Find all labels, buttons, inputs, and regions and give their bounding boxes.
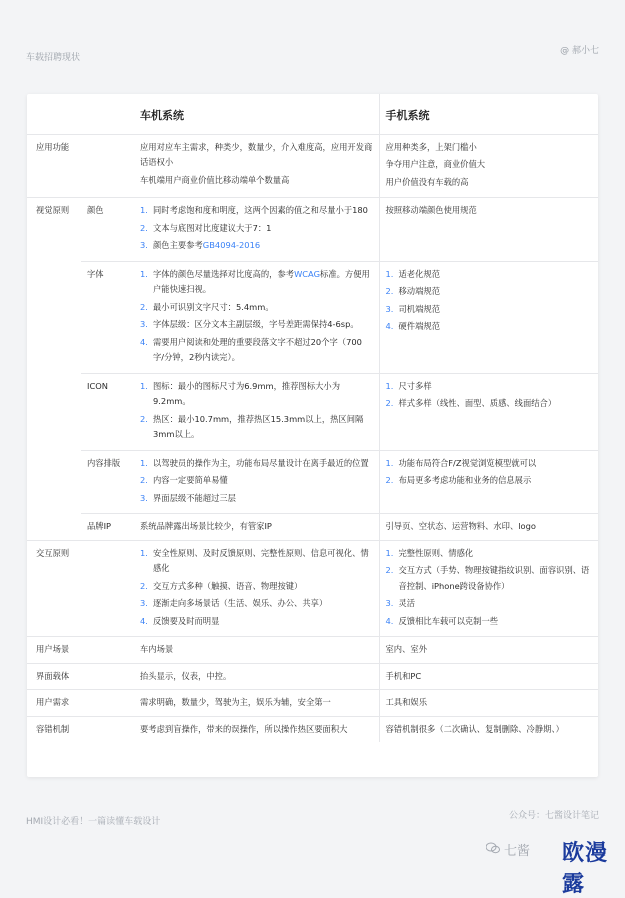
numbered-list [140,267,373,366]
numbered-list [140,203,373,254]
list-item: 1. 尺寸多样 [385,380,432,391]
standard-link[interactable]: WCAG [294,268,321,279]
cell-car: 系统品牌露出场景比较少，有管家IP [134,514,379,541]
row-label: 应用功能 [27,134,134,198]
sub-row-label: 内容排版 [81,450,134,514]
list-item: 1. 字体的颜色尽量选择对比度高的，参考WCAG标准。方便用户能快速扫视。 [140,268,370,294]
cell-car [134,261,379,373]
comparison-card [27,94,598,777]
table-row-visual-font [27,261,598,373]
table-row-visual-icon [27,373,598,450]
row-label: 界面载体 [27,663,134,690]
cell-car: 抬头显示，仪表，中控。 [134,663,379,690]
table-row-interaction [27,540,598,637]
numbered-list [386,379,593,412]
cell-phone [379,540,598,637]
cell-phone: 引导页、空状态、运营物料、水印、logo [379,514,598,541]
list-item: 2. 最小可识别文字尺寸：5.4mm。 [140,301,274,312]
cell-phone: 手机和PC [379,663,598,690]
sub-row-label: ICON [81,373,134,450]
list-item: 2. 样式多样（线性、面型、质感、线面结合） [385,398,557,408]
corner-stamp: 欧漫露 [562,841,609,897]
cell-phone [379,134,598,198]
cell-text: 应用种类多，上架门槛小 [385,141,477,152]
table-row-error [27,716,598,742]
list-item: 4. 硬件端规范 [385,321,440,331]
cell-phone [379,373,598,450]
cell-phone: 按照移动端颜色使用规范 [379,198,598,262]
list-item: 4. 需要用户阅读和处理的重要段落文字不超过20个字（700字/分钟，2秒内读完）。 [140,336,362,362]
numbered-list [386,267,593,335]
cell-car [134,373,379,450]
list-item: 2. 热区：最小10.7mm，推荐热区15.3mm以上，热区间隔3mm以上。 [140,413,364,439]
list-item: 2. 布局更多考虑功能和业务的信息展示 [385,475,532,485]
table-row-app [27,134,598,198]
cell-text: 争夺用户注意，商业价值大 [385,159,486,169]
column-header-phone: 手机系统 [379,94,598,134]
row-label: 交互原则 [27,540,134,637]
list-item: 1. 图标：最小的图标尺寸为6.9mm，推荐图标大小为9.2mm。 [140,380,341,406]
cell-text: 应用对应车主需求，种类少，数量少，介入难度高，应用开发商话语权小 [140,141,373,167]
list-item: 2. 内容一定要简单易懂 [140,475,228,485]
comparison-table [27,94,598,742]
table-header-row [27,94,598,134]
table-row-visual-brand [27,514,598,541]
cell-phone [379,450,598,514]
list-item: 4. 反馈要及时而明显 [140,615,220,626]
column-header-car: 车机系统 [134,94,379,134]
wechat-icon [486,842,500,858]
footer-account: 公众号：七酱设计笔记 [508,811,599,821]
table-row-visual-layout [27,450,598,514]
list-item: 2. 文本与底图对比度建议大于7：1 [140,222,272,233]
watermark [486,840,530,859]
numbered-list [140,456,373,507]
cell-phone [379,261,598,373]
sub-row-label: 品牌IP [81,514,134,541]
list-item: 2. 移动端规范 [385,286,440,296]
standard-link[interactable]: GB4094-2016 [202,240,261,250]
numbered-list [386,546,593,630]
cell-car [134,450,379,514]
list-item: 3. 字体层级：区分文本主副层级，字号差距需保持4-6sp。 [140,319,359,329]
table-row-visual-color [27,198,598,262]
cell-phone: 工具和娱乐 [379,690,598,717]
author-tag: @ 郝小七 [560,46,599,56]
sub-row-label: 颜色 [81,198,134,262]
numbered-list [140,379,373,443]
list-item: 3. 颜色主要参考GB4094-2016 [140,240,261,250]
list-item: 2. 交互方式（手势、物理按键指纹识别、面容识别、语音控制、iPhone跨设备协作） [385,565,590,591]
watermark-text: 七酱 [504,844,531,859]
list-item: 1. 同时考虑饱和度和明度，这两个因素的值之和尽量小于180 [140,205,368,215]
list-item: 4. 反馈相比车载可以克制一些 [385,615,499,626]
list-item: 3. 逐渐走向多场景话（生活、娱乐、办公、共享） [140,598,328,608]
table-row-carrier [27,663,598,690]
row-label: 视觉原则 [27,198,81,541]
cell-car: 车内场景 [134,637,379,664]
table-row-needs [27,690,598,717]
cell-car [134,134,379,198]
cell-car [134,198,379,262]
list-item: 3. 司机端规范 [385,303,440,314]
list-item: 1. 适老化规范 [385,268,440,279]
numbered-list [386,456,593,489]
row-label: 用户场景 [27,637,134,664]
cell-text: 车机端用户商业价值比移动端单个数量高 [140,174,290,185]
row-label: 容错机制 [36,723,70,734]
cell-text: 用户价值没有车载的高 [385,176,469,187]
cell-phone: 容错机制很多（二次确认、复制删除、冷静期、） [379,716,598,742]
cell-car: 要考虑到盲操作，带来的误操作，所以操作热区要面积大 [140,723,348,734]
list-item: 1. 完整性原则、情感化 [385,547,474,558]
list-item: 1. 功能布局符合F/Z视觉浏览模型就可以 [385,457,537,468]
list-item: 1. 以驾驶员的操作为主，功能布局尽量设计在离手最近的位置 [140,457,369,468]
cell-car [134,540,379,637]
list-item: 2. 交互方式多种（触摸、语音、物理按键） [140,580,303,591]
row-label: 用户需求 [27,690,134,717]
page-category-label: 车载招聘现状 [26,53,81,63]
list-item: 3. 界面层级不能超过三层 [140,492,236,503]
footer-title: HMI设计必看！一篇读懂车载设计 [26,817,161,827]
cell-car: 需求明确，数量少，驾驶为主，娱乐为辅，安全第一 [134,690,379,717]
list-item: 1. 安全性原则、及时反馈原则、完整性原则、信息可视化、情感化 [140,547,369,573]
cell-phone: 室内、室外 [379,637,598,664]
numbered-list [140,546,373,630]
sub-row-label: 字体 [81,261,134,373]
list-item: 3. 灵活 [385,598,416,608]
table-row-scene [27,637,598,664]
